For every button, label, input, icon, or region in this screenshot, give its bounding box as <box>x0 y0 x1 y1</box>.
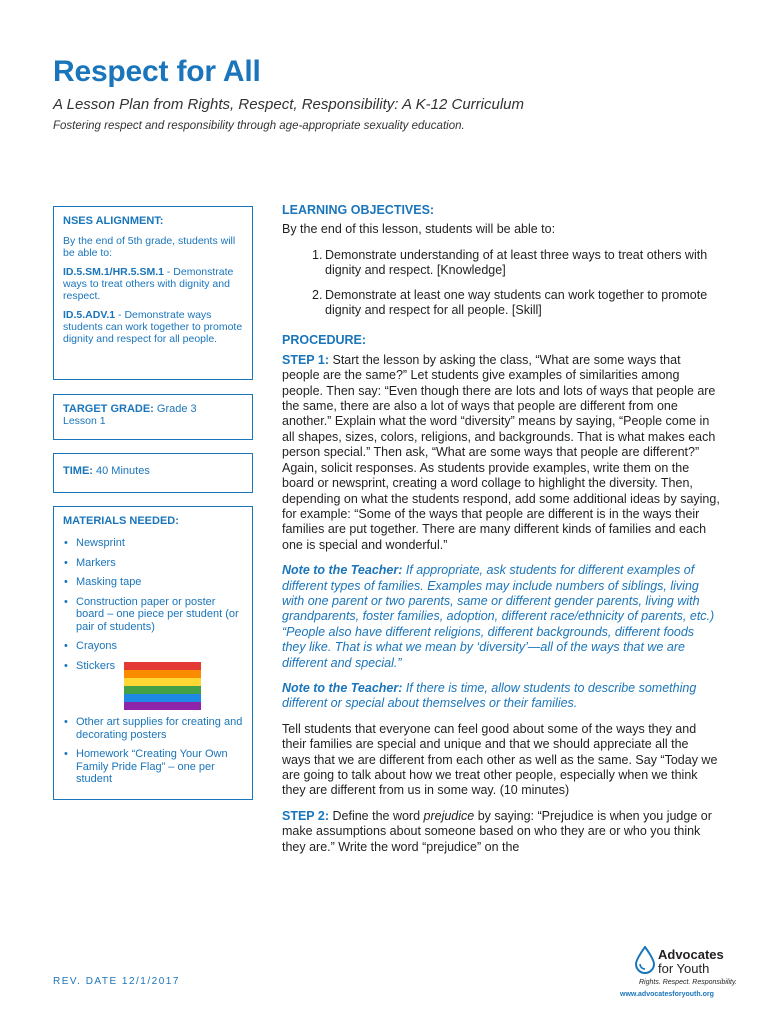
revision-date: REV. DATE 12/1/2017 <box>53 976 180 987</box>
materials-heading: MATERIALS NEEDED: <box>63 515 179 527</box>
objective-number: 1. <box>312 247 323 262</box>
flag-stripe <box>124 694 201 702</box>
procedure-heading: PROCEDURE: <box>282 333 367 348</box>
materials-item: • Homework “Creating Your Own Family Pride Flag” – one per student <box>63 748 244 786</box>
nses-intro: By the end of 5th grade, students will be able to: <box>63 235 236 259</box>
flag-stripe <box>124 686 201 694</box>
page-tagline: Fostering respect and responsibility through age-appropriate sexuality education. <box>53 120 465 132</box>
materials-item: • Markers <box>63 557 244 570</box>
advocates-for-youth-logo <box>620 943 737 1003</box>
target-grade <box>63 403 244 415</box>
flag-stripe <box>124 670 201 678</box>
page-title: Respect for All <box>53 55 261 88</box>
objectives-list <box>282 248 720 319</box>
teacher-note-label: Note to the Teacher: <box>282 680 403 695</box>
nses-standard-text: - Demonstrate ways students can work together to promote dignity and respect for all people. <box>63 309 243 345</box>
tell-students-paragraph: Tell students that everyone can feel good about some of the ways they and their families are special and unique and that we should appreciate all the ways that we are different from each other as well as the same. Say “Today we are going to talk about how we treat other people, especially when we think they are different from us in some way. (10 minutes) <box>282 721 718 798</box>
time <box>63 465 244 477</box>
nses-standard-code: ID.5.SM.1/HR.5.SM.1 <box>63 266 164 278</box>
teacher-note-label: Note to the Teacher: <box>282 563 403 578</box>
main-content <box>282 203 720 855</box>
page-subtitle: A Lesson Plan from Rights, Respect, Responsibility: A K-12 Curriculum <box>53 96 525 113</box>
teacher-note-text: If appropriate, ask students for different examples of different types of families. Examples may include numbers of siblings, living with one parent or two parents, same or different gender parents, living with grandparents, foster families, adoption, different race/ethnicity of parents, etc.) “People also have different religions, different backgrounds, different foods they like. That is what we mean by ‘diversity’—all of the ways that we are different and special.” <box>282 563 715 670</box>
step-2-post: by saying: “Prejudice is when you judge or make assumptions about someone based on who they are or who you think they are.” Write the word “prejudice” on the <box>282 808 712 854</box>
step-2-label: STEP 2: <box>282 808 330 823</box>
nses-standard-code: ID.5.ADV.1 <box>63 309 116 321</box>
learning-objectives-heading: LEARNING OBJECTIVES: <box>282 203 435 217</box>
materials-item: • Other art supplies for creating and decorating posters <box>63 716 244 741</box>
logo-name-line2: for Youth <box>658 961 710 976</box>
materials-item: • Stickers <box>63 660 244 673</box>
materials-item: • Construction paper or poster board – one piece per student (or pair of students) <box>63 596 244 634</box>
flag-stripe <box>124 678 201 686</box>
rainbow-flag-image <box>124 662 201 710</box>
teacher-note-text: If there is time, allow students to describe something different or special about themselves or their families. <box>282 680 697 711</box>
flag-stripe <box>124 662 201 670</box>
materials-item: • Masking tape <box>63 576 244 589</box>
objectives-intro: By the end of this lesson, students will be able to: <box>282 222 556 237</box>
teacher-note-1 <box>282 563 720 671</box>
logo-tagline: Rights. Respect. Responsibility. <box>639 979 737 986</box>
time-box <box>53 453 253 493</box>
target-grade-label: TARGET GRADE: <box>63 403 154 415</box>
water-drop-icon <box>634 946 656 974</box>
objective-item <box>282 288 720 319</box>
flag-stripe <box>124 702 201 710</box>
step-2-paragraph <box>282 809 720 855</box>
nses-standard <box>63 266 244 302</box>
step-2-emphasis: prejudice <box>423 808 475 823</box>
lesson-number: Lesson 1 <box>63 415 106 427</box>
time-value: 40 Minutes <box>92 465 150 477</box>
materials-item: • Crayons <box>63 640 244 653</box>
target-grade-value: Grade 3 <box>153 403 197 415</box>
time-label: TIME: <box>63 465 93 477</box>
nses-standard-text: - Demonstrate ways to treat others with dignity and respect. <box>63 266 234 302</box>
objective-text: Demonstrate understanding of at least three ways to treat others with dignity and respect. [Knowledge] <box>325 247 708 278</box>
nses-heading: NSES ALIGNMENT: <box>63 215 164 227</box>
objective-text: Demonstrate at least one way students can work together to promote dignity and respect for all people. [Skill] <box>325 287 708 318</box>
objective-number: 2. <box>312 287 323 302</box>
step-2-pre: Define the word <box>329 808 424 823</box>
nses-alignment-box <box>53 206 253 380</box>
nses-standard <box>63 309 244 345</box>
step-1-text: Start the lesson by asking the class, “What are some ways that people are the same?” Let students give examples of similarities among people. Then say: “Even though there are lots and lots of ways that people are the same, there are also a lot of ways that people are different from one another.” Explain what the word “diversity” means by saying, “People come in all shapes, sizes, colors, religions, and backgrounds. That is what makes each person special.” Then ask, “What are some ways that people are different?” Again, solicit responses. As students provide examples, write them on the board or newsprint, creating a word collage to highlight the diversity. Then, depending on what the students respond, add some additional ideas by saying, for example: “Some of the ways that people are different is in the ways their families are put together. There are many different kinds of families and each one is special and wonderful.” <box>282 352 720 552</box>
teacher-note-2 <box>282 681 720 712</box>
step-1-paragraph <box>282 353 720 553</box>
step-1-label: STEP 1: <box>282 352 330 367</box>
materials-box <box>53 506 253 800</box>
materials-item: • Newsprint <box>63 537 244 550</box>
objective-item <box>282 248 720 279</box>
website-link[interactable]: www.advocatesforyouth.org <box>620 991 714 998</box>
logo-name-line1: Advocates <box>658 947 724 962</box>
target-grade-box <box>53 394 253 440</box>
